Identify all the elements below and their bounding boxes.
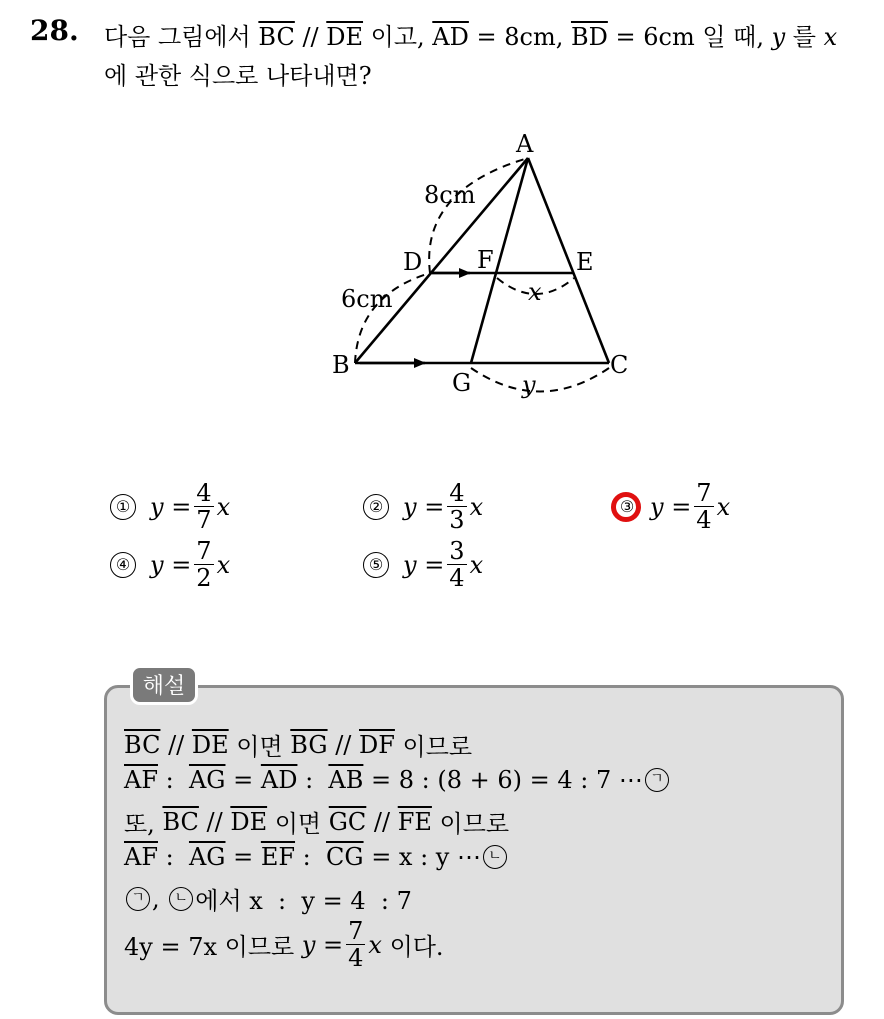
choice-lhs: y = <box>150 492 192 521</box>
sol-text: 이므로 <box>431 810 510 838</box>
sol-text: = x : y ⋯ <box>363 843 481 871</box>
label-c: C <box>610 351 629 379</box>
q-text: 를 <box>785 23 824 51</box>
fraction <box>694 480 713 533</box>
var-x: x <box>823 23 838 51</box>
parallel-sign: // <box>294 23 327 51</box>
denominator: 4 <box>449 564 465 592</box>
choice-1[interactable] <box>110 480 230 533</box>
choice-lhs: y = <box>403 492 445 521</box>
var-y: y <box>771 23 786 51</box>
seg-fe: $\overline{FE}$ <box>397 807 432 836</box>
choice-var: x <box>469 492 484 521</box>
label-8cm: 8cm <box>424 181 476 209</box>
answer-mark-circle <box>611 492 641 522</box>
comma: , <box>152 884 168 913</box>
seg-ad: $\overline{AD}$ <box>260 766 298 794</box>
denominator: 7 <box>196 506 212 534</box>
choice-number: ④ <box>110 552 136 578</box>
numerator: 4 <box>449 479 465 507</box>
ratio-colon: : <box>295 843 327 871</box>
numerator: 4 <box>196 479 212 507</box>
choice-2[interactable] <box>363 480 483 533</box>
numerator: 7 <box>696 479 712 507</box>
label-y: y <box>522 371 536 399</box>
label-d: D <box>403 248 423 276</box>
seg-af: $\overline{AF}$ <box>124 766 158 794</box>
denominator: 3 <box>449 506 465 534</box>
choice-5[interactable] <box>363 538 483 591</box>
seg-ab: $\overline{AB}$ <box>328 766 364 794</box>
seg-bg: $\overline{BG}$ <box>290 730 328 759</box>
seg-bd: $\overline{BD}$ <box>570 23 608 51</box>
label-b: B <box>332 351 350 379</box>
sol-text: 에서 x : y = 4 : 7 <box>195 887 412 915</box>
choice-4[interactable] <box>110 538 230 591</box>
sol-text: 이면 <box>228 733 291 761</box>
sol-text: 또, <box>124 810 163 838</box>
label-a: A <box>516 130 534 158</box>
solution-line-2 <box>124 766 671 794</box>
label-e: E <box>576 248 594 276</box>
numerator: 3 <box>449 537 465 565</box>
choice-number: ① <box>110 494 136 520</box>
circled-giyeok: ㄱ <box>126 887 150 911</box>
equals-sign: = <box>225 766 261 794</box>
parallel-sign: // <box>198 807 231 836</box>
circled-giyeok: ㄱ <box>645 768 669 792</box>
seg-df: $\overline{DF}$ <box>359 730 395 759</box>
solution-line-4 <box>124 843 509 871</box>
equals-sign: = <box>225 843 261 871</box>
solution-line-5 <box>124 881 412 916</box>
circled-nieun: ㄴ <box>483 845 507 869</box>
q-text: 이고, <box>363 23 433 51</box>
label-6cm: 6cm <box>341 285 393 313</box>
ratio-colon: : <box>157 843 189 871</box>
solution-line-1 <box>124 727 472 762</box>
seg-de: $\overline{DE}$ <box>326 23 364 51</box>
choice-number: ② <box>363 494 389 520</box>
parallel-sign: // <box>160 730 192 759</box>
sol-lhs: y = <box>301 930 344 959</box>
denominator: 4 <box>348 944 364 972</box>
circled-nieun: ㄴ <box>169 887 193 911</box>
choice-var: x <box>216 492 231 521</box>
seg-gc: $\overline{GC}$ <box>328 807 367 836</box>
choice-lhs: y = <box>650 492 692 521</box>
seg-af: $\overline{AF}$ <box>124 843 158 871</box>
fraction <box>447 480 466 533</box>
seg-ef: $\overline{EF}$ <box>260 843 296 871</box>
choice-var: x <box>469 550 484 579</box>
seg-ag: $\overline{AG}$ <box>188 766 226 794</box>
q-text: 다음 그림에서 <box>104 23 259 51</box>
sol-text: = 8 : (8 + 6) = 4 : 7 ⋯ <box>363 766 643 794</box>
sol-text: 이다. <box>381 933 444 961</box>
question-number: 28. <box>30 14 79 47</box>
fraction <box>194 538 213 591</box>
q-text: = 6cm 일 때, <box>607 23 772 51</box>
numerator: 7 <box>348 917 364 945</box>
denominator: 4 <box>696 506 712 534</box>
solution-line-6 <box>124 918 444 971</box>
choice-var: x <box>716 492 731 521</box>
choice-number: ③ <box>614 494 640 520</box>
solution-line-3 <box>124 804 509 839</box>
solution-tag: 해설 <box>130 665 198 705</box>
side-ac <box>528 158 609 363</box>
label-g: G <box>452 369 472 397</box>
dashed-arc-gc <box>471 368 609 392</box>
denominator: 2 <box>196 564 212 592</box>
numerator: 7 <box>196 537 212 565</box>
choice-lhs: y = <box>150 550 192 579</box>
seg-ag: $\overline{AG}$ <box>188 843 226 871</box>
seg-bc: $\overline{BC}$ <box>124 730 161 759</box>
sol-text: 4y = 7x 이므로 <box>124 933 302 961</box>
fraction <box>346 918 365 971</box>
label-x: x <box>528 278 542 306</box>
question-line-2: 에 관한 식으로 나타내면? <box>104 62 372 90</box>
choice-lhs: y = <box>403 550 445 579</box>
seg-bc: $\overline{BC}$ <box>258 23 295 51</box>
seg-de: $\overline{DE}$ <box>230 807 268 836</box>
choice-number: ⑤ <box>363 552 389 578</box>
choice-var: x <box>216 550 231 579</box>
fraction <box>447 538 466 591</box>
parallel-sign: // <box>327 730 359 759</box>
sol-var: x <box>368 930 382 959</box>
sol-text: 이면 <box>267 810 329 838</box>
ratio-colon: : <box>297 766 329 794</box>
ratio-colon: : <box>157 766 189 794</box>
seg-ad: $\overline{AD}$ <box>432 23 469 51</box>
seg-bc: $\overline{BC}$ <box>162 807 199 836</box>
q-text: = 8cm, <box>468 23 571 51</box>
seg-de: $\overline{DE}$ <box>191 730 229 759</box>
seg-cg: $\overline{CG}$ <box>326 843 364 871</box>
fraction <box>194 480 213 533</box>
sol-text: 이므로 <box>394 733 473 761</box>
parallel-sign: // <box>366 807 398 836</box>
label-f: F <box>477 246 494 274</box>
